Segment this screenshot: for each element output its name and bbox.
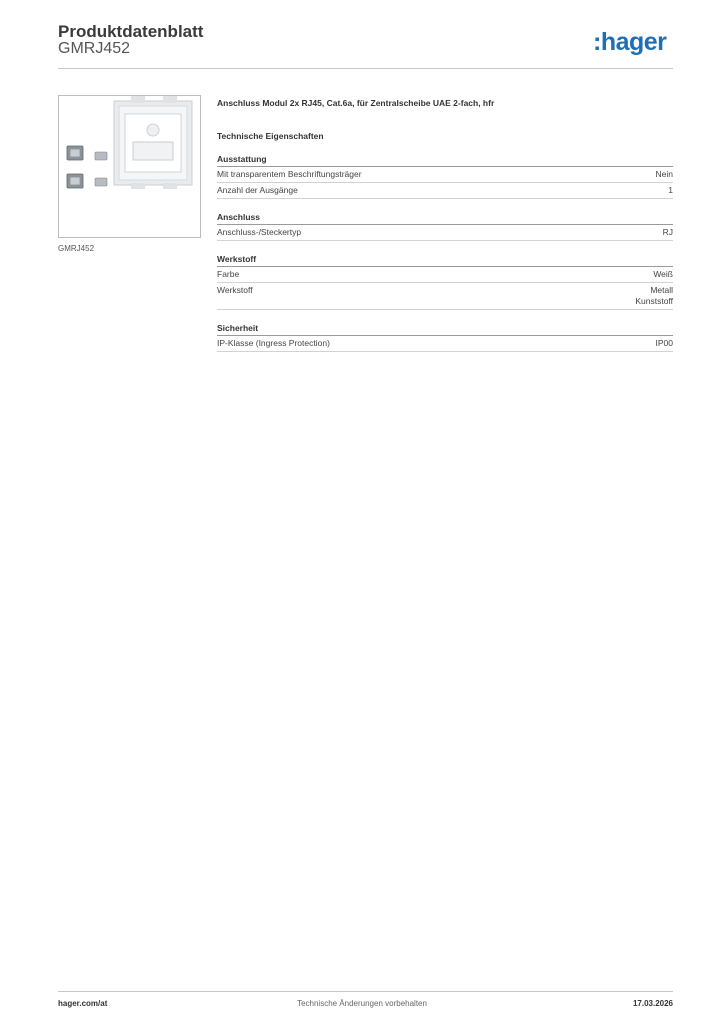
table-row [217, 183, 673, 199]
tech-properties-heading: Technische Eigenschaften [217, 131, 324, 141]
image-caption: GMRJ452 [58, 244, 95, 253]
table-row [217, 167, 673, 183]
section-title: Sicherheit [217, 323, 673, 336]
row-label: Mit transparentem Beschriftungsträger [217, 169, 362, 179]
row-value [635, 285, 673, 307]
section-title: Anschluss [217, 212, 673, 225]
section-ausstattung [217, 154, 673, 199]
product-code: GMRJ452 [58, 40, 131, 57]
product-details [217, 98, 673, 352]
row-value: Nein [655, 169, 673, 179]
footer-notice: Technische Änderungen vorbehalten [297, 999, 427, 1008]
section-title: Ausstattung [217, 154, 673, 167]
table-row [217, 267, 673, 283]
row-value: Weiß [653, 269, 673, 279]
product-description: Anschluss Modul 2x RJ45, Cat.6a, für Zentralscheibe UAE 2-fach, hfr [217, 98, 495, 108]
table-row [217, 283, 673, 310]
row-label: IP-Klasse (Ingress Protection) [217, 338, 330, 348]
row-value: RJ [662, 227, 673, 237]
row-label: Anschluss-/Steckertyp [217, 227, 302, 237]
footer-divider [58, 991, 673, 992]
row-value-line: Metall [650, 285, 673, 295]
product-photo-icon [59, 96, 200, 237]
row-label: Farbe [217, 269, 240, 279]
table-row [217, 225, 673, 241]
page-title: Produktdatenblatt [58, 22, 204, 41]
row-value: IP00 [655, 338, 673, 348]
section-title: Werkstoff [217, 254, 673, 267]
section-sicherheit [217, 323, 673, 352]
row-label: Anzahl der Ausgänge [217, 185, 298, 195]
header-divider [58, 68, 673, 69]
table-row [217, 336, 673, 352]
hager-logo: :hager [593, 28, 667, 56]
footer-website-link[interactable]: hager.com/at [58, 999, 108, 1008]
footer-date: 17.03.2026 [632, 999, 673, 1008]
row-value-line: Kunststoff [635, 296, 673, 306]
section-werkstoff [217, 254, 673, 310]
section-anschluss [217, 212, 673, 241]
row-label: Werkstoff [217, 285, 253, 295]
product-image [58, 95, 201, 238]
row-value: 1 [668, 185, 673, 195]
